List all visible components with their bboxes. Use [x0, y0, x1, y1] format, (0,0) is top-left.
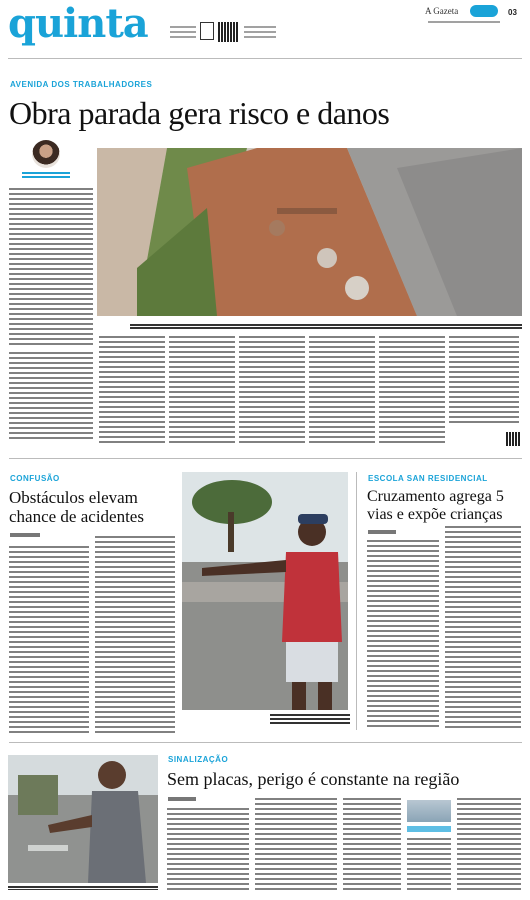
- story3-text-column-1: [367, 540, 439, 730]
- section-label-story2: CONFUSÃO: [10, 474, 60, 483]
- section-label-main: AVENIDA DOS TRABALHADORES: [10, 80, 153, 89]
- story2-byline: [10, 533, 40, 537]
- page-number: 03: [508, 8, 517, 17]
- column-divider-story3: [356, 472, 357, 730]
- header-qr-text: [244, 26, 276, 40]
- brand-name: A Gazeta: [425, 6, 459, 16]
- story4-byline: [168, 797, 196, 801]
- header-divider: [8, 58, 522, 59]
- story4-text-column-2: [255, 798, 337, 892]
- main-qr-code-icon: [506, 432, 520, 446]
- story4-text-column-4: [457, 798, 521, 892]
- main-headline: Obra parada gera risco e danos: [9, 95, 390, 131]
- author-avatar: [32, 140, 60, 168]
- main-text-column-4: [239, 336, 305, 446]
- main-text-column-6: [379, 336, 445, 446]
- story4-headline: Sem placas, perigo é constante na região: [167, 769, 460, 789]
- section-divider-2: [9, 742, 522, 743]
- author-credit: [22, 172, 70, 180]
- main-text-column-5: [309, 336, 375, 446]
- man-photo-caption: [270, 714, 350, 726]
- story2-text-column-1: [9, 546, 89, 736]
- story4-text-column-3: [343, 798, 401, 892]
- bottom-photo-caption: [8, 886, 158, 890]
- header-edition-text: [170, 26, 196, 40]
- quote-box-title: [407, 826, 451, 832]
- section-divider-1: [9, 458, 522, 459]
- story3-text-column-2: [445, 526, 521, 730]
- main-photo-caption: [130, 324, 522, 330]
- man-photo: [182, 472, 348, 710]
- story2-headline: Obstáculos elevam chance de acidentes: [9, 488, 144, 526]
- main-text-column-3: [169, 336, 235, 446]
- main-text-column-1b: [9, 352, 93, 442]
- main-text-column-1: [9, 188, 93, 348]
- story3-headline: Cruzamento agrega 5 vias e expõe crianças: [367, 488, 504, 523]
- story3-byline: [368, 530, 396, 534]
- brand-badge-icon: [470, 5, 498, 17]
- header-calendar-icon: [200, 22, 214, 40]
- brand-logo: [425, 6, 458, 16]
- bottom-photo: [8, 755, 158, 883]
- photo-credit-main: [400, 319, 520, 322]
- section-label-story3: ESCOLA SAN RESIDENCIAL: [368, 474, 488, 483]
- masthead: quinta: [8, 0, 148, 47]
- main-text-column-2: [99, 336, 165, 446]
- main-photo: [97, 148, 522, 316]
- header-date: [428, 21, 500, 26]
- header-qr-code-icon: [218, 22, 238, 42]
- story2-text-column-2: [95, 536, 175, 736]
- section-label-story4: SINALIZAÇÃO: [168, 755, 229, 764]
- quote-box-text: [407, 838, 451, 892]
- story4-text-column-1: [167, 808, 249, 892]
- main-text-column-7: [449, 336, 519, 426]
- quote-box-image: [407, 800, 451, 822]
